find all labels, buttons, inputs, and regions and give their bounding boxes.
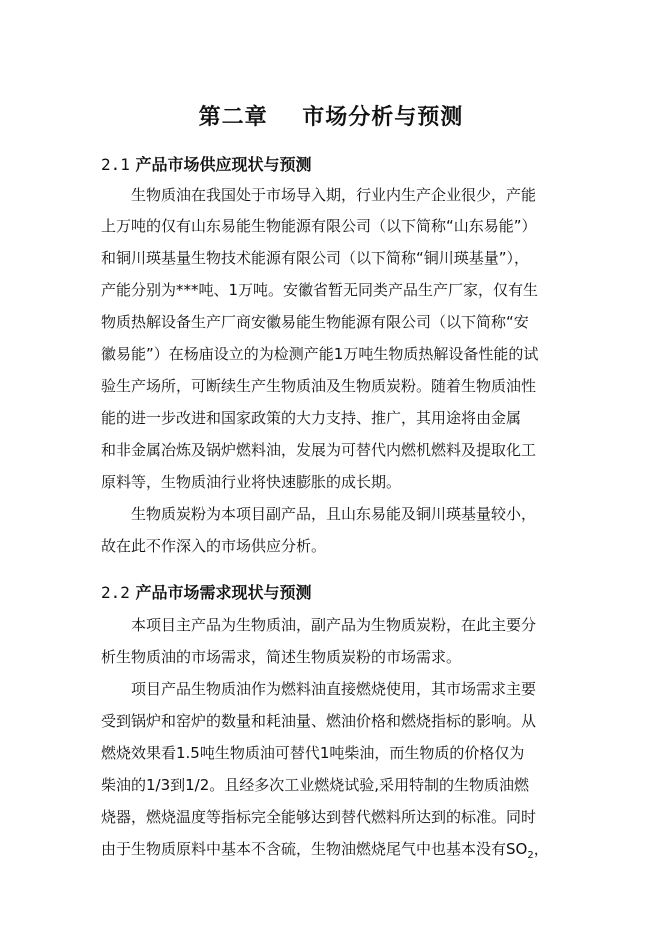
paragraph-line: 柴油的1/3到1/2。且经多次工业燃烧试验,采用特制的生物质油燃: [101, 776, 530, 794]
paragraph-line: 本项目主产品为生物质油，副产品为生物质炭粉，在此主要分: [131, 616, 537, 634]
paragraph-line: 和铜川瑛基量生物技术能源有限公司（以下简称“铜川瑛基量”），: [101, 249, 530, 267]
paragraph-line: 燃烧效果看1.5吨生物质油可替代1吨柴油，而生物质的价格仅为: [101, 744, 525, 762]
paragraph-line: 项目产品生物质油作为燃料油直接燃烧使用，其市场需求主要: [131, 680, 537, 698]
section-heading-2-2: [101, 580, 312, 603]
punctuation: ，: [533, 840, 549, 858]
paragraph-line: 生物质油在我国处于市场导入期，行业内生产企业很少，产能: [131, 186, 537, 204]
paragraph-line: 受到锅炉和窑炉的数量和耗油量、燃油价格和燃烧指标的影响。从: [101, 712, 537, 730]
paragraph-line: [101, 838, 549, 861]
paragraph-line: 故在此不作深入的市场供应分析。: [101, 537, 327, 555]
section-title: 产品市场供应现状与预测: [135, 155, 312, 174]
section-number: 2.2: [101, 583, 130, 602]
paragraph-line: 物质热解设备生产厂商安徽易能生物能源有限公司（以下简称“安: [101, 313, 529, 331]
paragraph-line: 徽易能”）在杨庙设立的为检测产能1万吨生物质热解设备性能的试: [101, 345, 539, 363]
paragraph-text: 由于生物质原料中基本不含硫，生物油燃烧尾气中也基本没有SO: [101, 840, 528, 858]
paragraph-line: 上万吨的仅有山东易能生物能源有限公司（以下简称“山东易能”）: [101, 217, 537, 235]
subscript: 2: [527, 850, 534, 861]
paragraph-line: 生物质炭粉为本项目副产品，且山东易能及铜川瑛基量较小，: [131, 505, 537, 523]
paragraph-line: 析生物质油的市场需求，简述生物质炭粉的市场需求。: [101, 648, 462, 666]
section-heading-2-1: [101, 152, 312, 175]
paragraph-line: 烧器，燃烧温度等指标完全能够达到替代燃料所达到的标准。同时: [101, 808, 537, 826]
section-title: 产品市场需求现状与预测: [135, 583, 312, 602]
paragraph-line: 原料等，生物质油行业将快速膨胀的成长期。: [101, 473, 402, 491]
chapter-title: 第二章 市场分析与预测: [198, 105, 464, 130]
paragraph-line: 验生产场所，可断续生产生物质油及生物质炭粉。随着生物质油性: [101, 377, 537, 395]
paragraph-line: 产能分别为***吨、1万吨。安徽省暂无同类产品生产厂家，仅有生: [101, 281, 539, 299]
paragraph-line: 和非金属冶炼及锅炉燃料油，发展为可替代内燃机燃料及提取化工: [101, 441, 537, 459]
section-number: 2.1: [101, 155, 130, 174]
paragraph-line: 能的进一步改进和国家政策的大力支持、推广，其用途将由金属: [101, 409, 522, 427]
